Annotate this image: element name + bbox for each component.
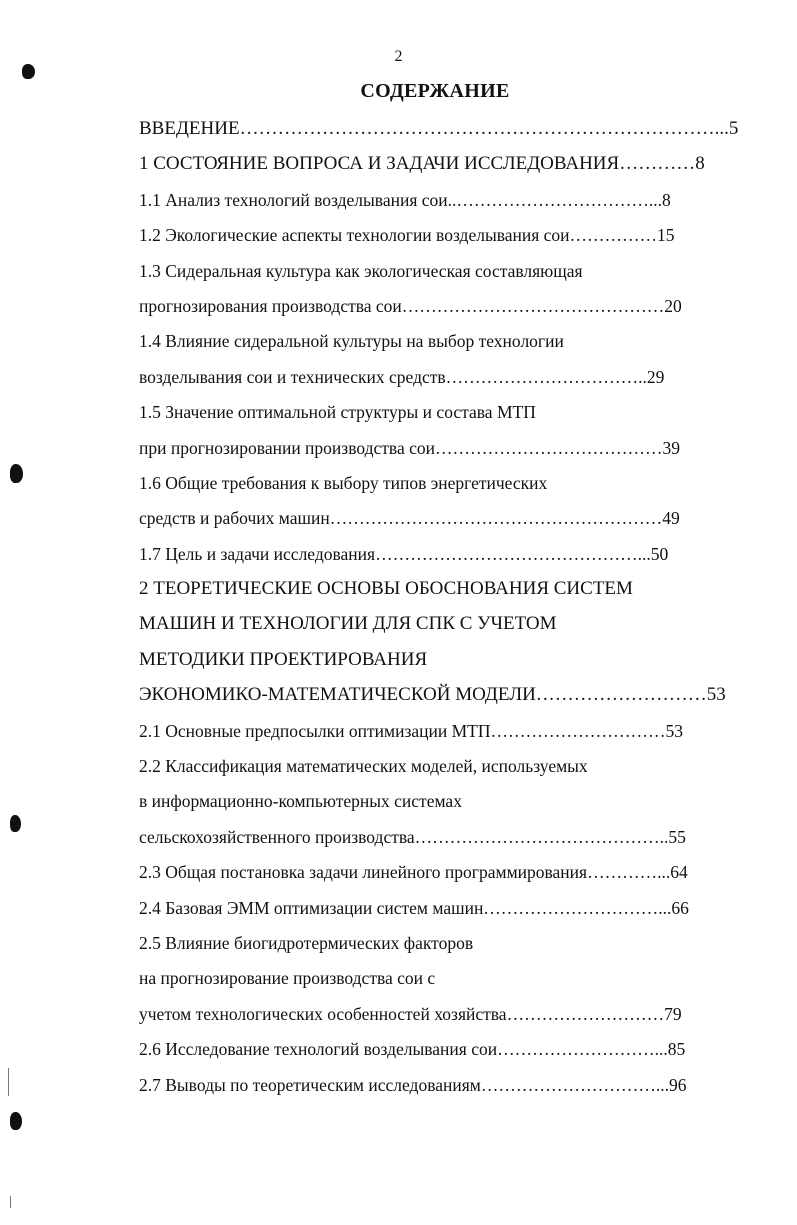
toc-entry: 1 СОСТОЯНИЕ ВОПРОСА И ЗАДАЧИ ИССЛЕДОВАНИЯ…………8 (139, 153, 705, 175)
toc-entry: 1.1 Анализ технологий возделывания сои..……………………………...8 (139, 189, 671, 210)
toc-entry: 2.1 Основные предпосылки оптимизации МТП…………………………53 (139, 720, 684, 741)
toc-entry: ЭКОНОМИКО-МАТЕМАТИЧЕСКОЙ МОДЕЛИ………………………53 (139, 684, 726, 706)
toc-entry: сельскохозяйственного производства……………………………………..55 (139, 826, 686, 847)
toc-entry: МАШИН И ТЕХНОЛОГИИ ДЛЯ СПК С УЧЕТОМ (139, 613, 557, 635)
toc-entry: 2.2 Классификация математических моделей, используемых (139, 756, 588, 777)
toc-entry: на прогнозирование производства сои с (139, 968, 436, 989)
toc-entry: 1.4 Влияние сидеральной культуры на выбор технологии (139, 331, 564, 352)
toc-entry: МЕТОДИКИ ПРОЕКТИРОВАНИЯ (139, 648, 428, 670)
toc-entry: средств и рабочих машин…………………………………………………49 (139, 508, 680, 529)
page-number: 2 (394, 48, 403, 65)
toc-entry: возделывания сои и технических средств……………………………..29 (139, 366, 665, 387)
toc-entry: 1.5 Значение оптимальной структуры и состава МТП (139, 402, 536, 423)
toc-entry: 2.3 Общая постановка задачи линейного программирования…………...64 (139, 862, 688, 883)
toc-entry: 2 ТЕОРЕТИЧЕСКИЕ ОСНОВЫ ОБОСНОВАНИЯ СИСТЕМ (139, 578, 633, 600)
scan-mark (10, 464, 23, 483)
toc-entry: 2.6 Исследование технологий возделывания сои………………………...85 (139, 1039, 686, 1060)
toc-entry: в информационно-компьютерных системах (139, 791, 462, 812)
toc-entry: 2.4 Базовая ЭММ оптимизации систем машин…………………………...66 (139, 897, 689, 918)
scan-mark (10, 1112, 22, 1130)
scan-mark (10, 1196, 11, 1208)
page-title: СОДЕРЖАНИЕ (360, 80, 510, 102)
table-of-contents (139, 114, 739, 1105)
scan-mark (10, 815, 21, 832)
toc-entry: 1.7 Цель и задачи исследования………………………………………...50 (139, 543, 669, 564)
toc-entry: 2.7 Выводы по теоретическим исследованиям…………………………...96 (139, 1074, 687, 1095)
toc-entry: 1.6 Общие требования к выбору типов энергетических (139, 472, 548, 493)
toc-entry: прогнозирования производства сои………………………………………20 (139, 295, 682, 316)
scan-mark (8, 1068, 9, 1096)
toc-entry: ВВЕДЕНИЕ…………………………………………………………………...5 (139, 118, 739, 139)
toc-entry: при прогнозировании производства сои…………………………………39 (139, 437, 680, 458)
toc-entry: 1.2 Экологические аспекты технологии возделывания сои……………15 (139, 225, 675, 246)
scan-mark (22, 64, 35, 79)
toc-entry: 2.5 Влияние биогидротермических факторов (139, 932, 474, 953)
toc-entry: 1.3 Сидеральная культура как экологическая составляющая (139, 260, 583, 281)
toc-entry: учетом технологических особенностей хозяйства………………………79 (139, 1003, 682, 1024)
